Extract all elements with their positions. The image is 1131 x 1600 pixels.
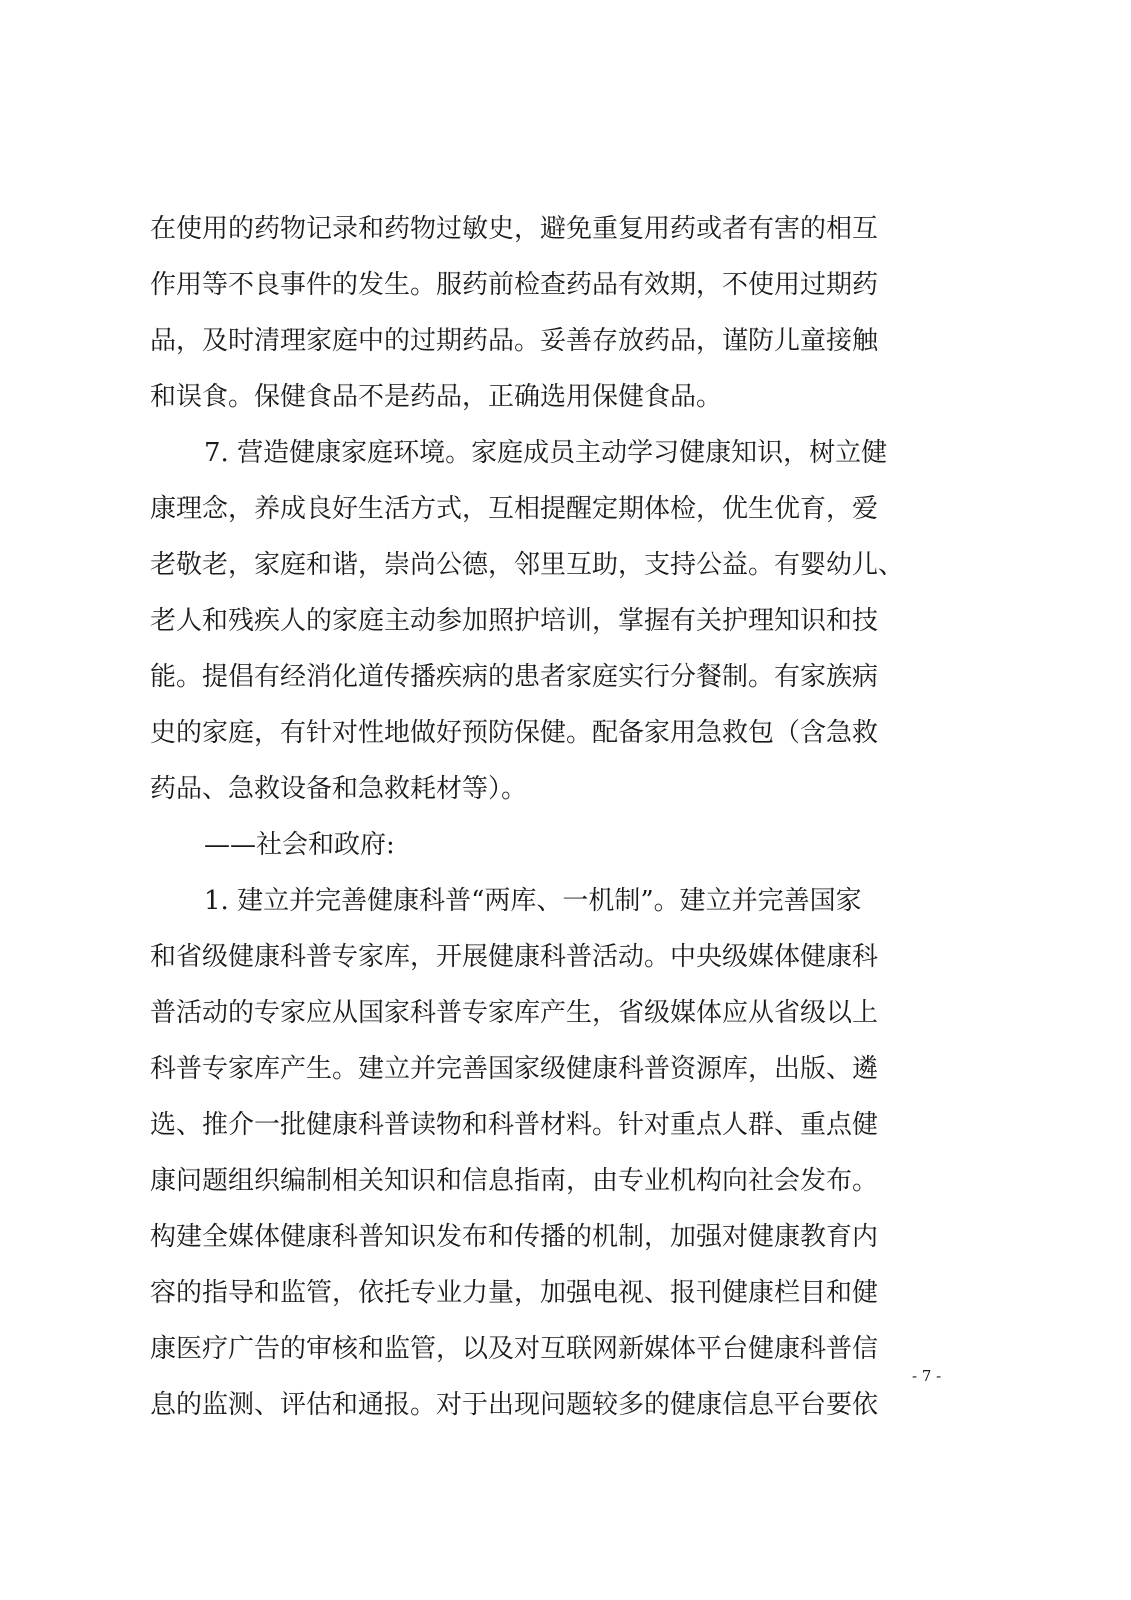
text-line: 药品、急救设备和急救耗材等）。 <box>150 774 528 804</box>
text-line: 1. 建立并完善健康科普“两库、一机制”。建立并完善国家 <box>204 886 862 916</box>
text-line: 康医疗广告的审核和监管，以及对互联网新媒体平台健康科普信 <box>150 1334 879 1364</box>
text-line: 息的监测、评估和通报。对于出现问题较多的健康信息平台要依 <box>150 1390 879 1420</box>
text-line: 普活动的专家应从国家科普专家库产生，省级媒体应从省级以上 <box>150 998 879 1028</box>
text-line: 选、推介一批健康科普读物和科普材料。针对重点人群、重点健 <box>150 1110 879 1140</box>
text-line: 康理念，养成良好生活方式，互相提醒定期体检，优生优育，爱 <box>150 494 879 524</box>
text-line: 科普专家库产生。建立并完善国家级健康科普资源库，出版、遴 <box>150 1054 879 1084</box>
text-line: 在使用的药物记录和药物过敏史，避免重复用药或者有害的相互 <box>150 214 879 244</box>
text-line: 和省级健康科普专家库，开展健康科普活动。中央级媒体健康科 <box>150 942 879 972</box>
text-line: 老人和残疾人的家庭主动参加照护培训，掌握有关护理知识和技 <box>150 606 879 636</box>
text-line: 康问题组织编制相关知识和信息指南，由专业机构向社会发布。 <box>150 1166 879 1196</box>
text-line: 构建全媒体健康科普知识发布和传播的机制，加强对健康教育内 <box>150 1222 879 1252</box>
text-line: 品，及时清理家庭中的过期药品。妥善存放药品，谨防儿童接触 <box>150 326 879 356</box>
text-line: 容的指导和监管，依托专业力量，加强电视、报刊健康栏目和健 <box>150 1278 879 1308</box>
body-text <box>150 201 980 1433</box>
text-line: 能。提倡有经消化道传播疾病的患者家庭实行分餐制。有家族病 <box>150 662 879 692</box>
text-line: 作用等不良事件的发生。服药前检查药品有效期，不使用过期药 <box>150 270 879 300</box>
text-line: 和误食。保健食品不是药品，正确选用保健食品。 <box>150 382 723 412</box>
text-line: 7. 营造健康家庭环境。家庭成员主动学习健康知识，树立健 <box>204 438 888 468</box>
section-heading-line: ——社会和政府: <box>204 830 395 860</box>
page-number: - 7 - <box>912 1367 942 1385</box>
text-line: 老敬老，家庭和谐，崇尚公德，邻里互助，支持公益。有婴幼儿、 <box>150 550 905 580</box>
text-line: 史的家庭，有针对性地做好预防保健。配备家用急救包（含急救 <box>150 718 879 748</box>
